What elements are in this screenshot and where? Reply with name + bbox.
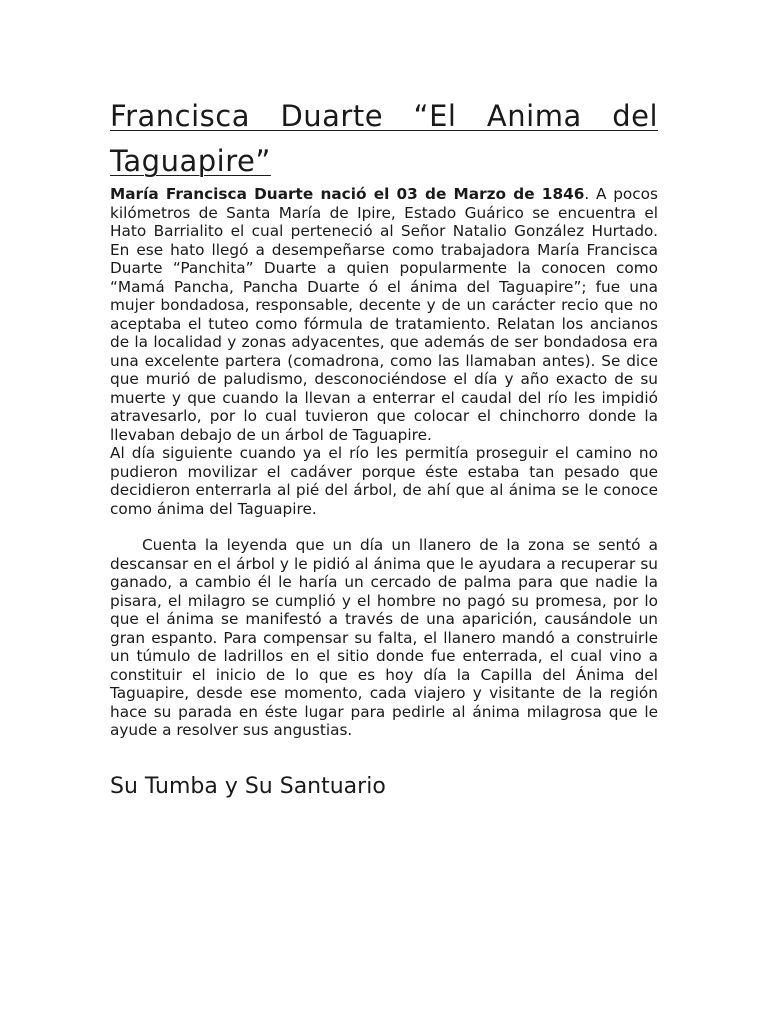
intro-body: . A pocos kilómetros de Santa María de Ipire, Estado Guárico se encuentra el Hato Barrialito el cual perteneció al Señor Natalio González Hurtado. En ese hato llegó a desempeñarse como trabajadora María Francisca Duarte “Panchita” Duarte a quien popularmente la conocen como “Mamá Pancha, Pancha Duarte ó el ánima del Taguapire”; fue una mujer bondadosa, responsable, decente y de un carácter recio que no aceptaba el tuteo como fórmula de tratamiento. Relatan los ancianos de la localidad y zonas adyacentes, que además de ser bondadosa era una excelente partera (comadrona, como las llamaban antes). Se dice que murió de paludismo, desconociéndose el día y año exacto de su muerte y que cuando la llevan a enterrar el caudal del río les impidió atravesarlo, por lo cual tuvieron que colocar el chinchorro donde la llevaban debajo de un árbol de Taguapire. (110, 185, 659, 444)
document-page (110, 94, 658, 802)
section-heading: Su Tumba y Su Santuario (110, 773, 386, 799)
document-title: Francisca Duarte “El Anima del Taguapire” (110, 99, 658, 178)
intro-lead: María Francisca Duarte nació el 03 de Marzo de 1846 (110, 185, 585, 203)
legend-paragraph: Cuenta la leyenda que un día un llanero de la zona se sentó a descansar en el árbol y le pidió al ánima que le ayudara a recuperar su ganado, a cambio él le haría un cercado de palma para que nadie la pisara, el milagro se cumplió y el hombre no pagó su promesa, por lo que el ánima se manifestó a través de una aparición, causándole un gran espanto. Para compensar su falta, el llanero mandó a construirle un túmulo de ladrillos en el sitio donde fue enterrada, el cual vino a constituir el inicio de lo que es hoy día la Capilla del Ánima del Taguapire, desde ese momento, cada viajero y visitante de la región hace su parada en éste lugar para pedirle al ánima milagrosa que le ayude a resolver sus angustias. (110, 536, 658, 739)
second-paragraph: Al día siguiente cuando ya el río les permitía proseguir el camino no pudieron movilizar el cadáver porque éste estaba tan pesado que decidieron enterrarla al pié del árbol, de ahí que al ánima se le conoce como ánima del Taguapire. (110, 444, 658, 518)
intro-paragraph (110, 185, 658, 444)
